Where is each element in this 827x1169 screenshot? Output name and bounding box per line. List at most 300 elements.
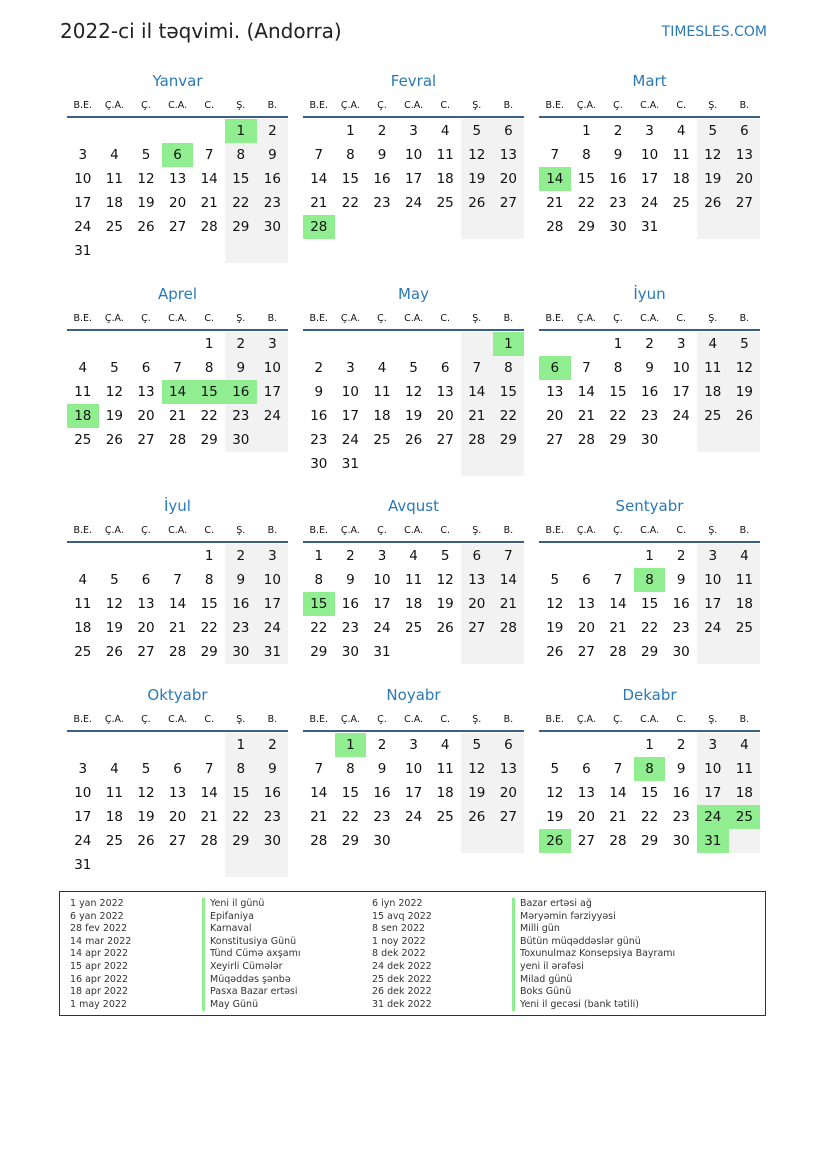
month-divider xyxy=(539,116,760,118)
day: 30 xyxy=(609,219,627,235)
site-link[interactable]: TIMESLES.COM xyxy=(661,24,767,40)
weekday-name: Ş. xyxy=(472,313,482,324)
day: 24 xyxy=(74,219,92,235)
day: 16 xyxy=(641,384,659,400)
day: 15 xyxy=(225,781,257,805)
weekday-name: Ç. xyxy=(613,313,623,324)
weekday-name: Ç.A. xyxy=(576,525,596,536)
day: 2 xyxy=(257,119,289,143)
day: 16 xyxy=(257,781,289,805)
day: 30 xyxy=(672,833,690,849)
day: 30 xyxy=(672,644,690,660)
weekday-name: B. xyxy=(739,714,750,725)
weekday-header xyxy=(303,311,524,327)
weekday-name: C.A. xyxy=(404,100,424,111)
weekday-name: Ç. xyxy=(613,525,623,536)
day: 29 xyxy=(200,644,218,660)
day: 15 xyxy=(641,785,659,801)
weekday-name: C. xyxy=(676,100,687,111)
day: 10 xyxy=(74,171,92,187)
day: 18 xyxy=(729,592,761,616)
day: 30 xyxy=(225,428,257,452)
day: 11 xyxy=(105,785,123,801)
weekend-cell xyxy=(697,640,729,664)
day: 1 xyxy=(645,737,654,753)
day: 11 xyxy=(405,572,423,588)
day: 5 xyxy=(440,548,450,564)
day: 7 xyxy=(461,356,493,380)
weekday-name: C. xyxy=(440,714,451,725)
day: 31 xyxy=(641,219,659,235)
day: 17 xyxy=(74,809,92,825)
day: 25 xyxy=(436,809,454,825)
day: 31 xyxy=(373,644,391,660)
day: 13 xyxy=(729,143,761,167)
day: 17 xyxy=(257,592,289,616)
weekend-cell xyxy=(729,640,761,664)
day: 24 xyxy=(697,616,729,640)
weekday-name: B.E. xyxy=(545,525,565,536)
legend-dates-left xyxy=(70,898,131,1011)
day: 16 xyxy=(373,785,391,801)
day: 25 xyxy=(105,219,123,235)
day: 13 xyxy=(493,757,525,781)
day: 29 xyxy=(641,644,659,660)
day: 27 xyxy=(729,191,761,215)
day: 10 xyxy=(74,785,92,801)
day: 20 xyxy=(169,195,187,211)
day: 29 xyxy=(577,219,595,235)
day: 14 xyxy=(493,568,525,592)
day: 17 xyxy=(672,384,690,400)
day: 2 xyxy=(613,123,623,139)
day: 13 xyxy=(577,785,595,801)
day: 28 xyxy=(200,833,218,849)
day: 12 xyxy=(697,143,729,167)
holiday-day: 15 xyxy=(193,380,225,404)
day: 28 xyxy=(310,833,328,849)
day: 4 xyxy=(440,737,450,753)
day: 25 xyxy=(729,616,761,640)
legend-date: 8 dek 2022 xyxy=(372,948,426,960)
weekday-name: Ç. xyxy=(377,100,387,111)
month-days xyxy=(67,119,288,263)
day: 31 xyxy=(74,857,92,873)
day: 28 xyxy=(493,616,525,640)
day: 17 xyxy=(74,195,92,211)
day: 18 xyxy=(105,809,123,825)
month-divider xyxy=(303,730,524,732)
day: 15 xyxy=(341,171,359,187)
weekend-cell xyxy=(493,640,525,664)
day: 11 xyxy=(729,757,761,781)
weekday-name: B. xyxy=(739,525,750,536)
day: 26 xyxy=(137,833,155,849)
weekend-cell xyxy=(461,640,493,664)
day: 21 xyxy=(609,809,627,825)
day: 13 xyxy=(577,596,595,612)
day: 7 xyxy=(173,572,182,588)
day: 7 xyxy=(314,147,324,163)
month-name: Oktyabr xyxy=(147,686,208,704)
day: 21 xyxy=(577,408,595,424)
weekday-name: B.E. xyxy=(309,313,329,324)
day: 30 xyxy=(257,829,289,853)
day: 2 xyxy=(676,548,686,564)
weekend-cell xyxy=(461,829,493,853)
day: 27 xyxy=(137,432,155,448)
month-name: Mart xyxy=(632,72,667,90)
weekend-cell xyxy=(461,452,493,476)
day: 6 xyxy=(582,572,591,588)
day: 12 xyxy=(105,596,123,612)
day: 29 xyxy=(341,833,359,849)
day: 21 xyxy=(461,404,493,428)
day: 20 xyxy=(577,809,595,825)
day: 28 xyxy=(609,833,627,849)
day: 14 xyxy=(609,596,627,612)
day: 10 xyxy=(641,147,659,163)
day: 15 xyxy=(609,384,627,400)
legend-names-left xyxy=(202,898,300,1011)
day: 24 xyxy=(641,195,659,211)
month-divider xyxy=(539,329,760,331)
weekday-name: B.E. xyxy=(73,714,93,725)
weekday-name: Ş. xyxy=(236,100,246,111)
legend-date: 6 yan 2022 xyxy=(70,910,124,922)
day: 11 xyxy=(436,761,454,777)
weekday-name: B.E. xyxy=(73,525,93,536)
day: 24 xyxy=(405,195,423,211)
day: 28 xyxy=(609,644,627,660)
day: 3 xyxy=(257,332,289,356)
weekday-header xyxy=(67,311,288,327)
day: 26 xyxy=(546,644,564,660)
day: 23 xyxy=(257,805,289,829)
weekday-name: C. xyxy=(676,525,687,536)
day: 28 xyxy=(169,644,187,660)
weekday-name: Ç. xyxy=(613,100,623,111)
day: 2 xyxy=(314,360,324,376)
day: 9 xyxy=(613,147,623,163)
day: 18 xyxy=(436,785,454,801)
day: 22 xyxy=(310,620,328,636)
day: 27 xyxy=(493,191,525,215)
holiday-day: 15 xyxy=(303,592,335,616)
day: 15 xyxy=(577,171,595,187)
weekday-name: C. xyxy=(440,100,451,111)
day: 5 xyxy=(697,119,729,143)
weekday-name: Ş. xyxy=(708,525,718,536)
legend-date: 31 dek 2022 xyxy=(372,998,432,1010)
day: 15 xyxy=(200,596,218,612)
day: 26 xyxy=(137,219,155,235)
day: 9 xyxy=(645,360,654,376)
legend-date: 24 dek 2022 xyxy=(372,960,432,972)
day: 25 xyxy=(74,644,92,660)
weekday-name: C.A. xyxy=(168,100,188,111)
day: 31 xyxy=(257,640,289,664)
day: 3 xyxy=(676,336,686,352)
day: 20 xyxy=(493,781,525,805)
weekday-name: C.A. xyxy=(640,525,660,536)
weekday-name: C.A. xyxy=(640,313,660,324)
month-divider xyxy=(303,116,524,118)
day: 20 xyxy=(436,408,454,424)
legend-name: Pasxa Bazar ertəsi xyxy=(202,986,300,999)
weekday-name: Ş. xyxy=(708,100,718,111)
day: 17 xyxy=(405,785,423,801)
day: 22 xyxy=(577,195,595,211)
day: 12 xyxy=(137,785,155,801)
weekday-name: Ç.A. xyxy=(576,313,596,324)
day: 25 xyxy=(436,195,454,211)
weekday-name: B.E. xyxy=(309,525,329,536)
day: 9 xyxy=(257,757,289,781)
day: 2 xyxy=(346,548,355,564)
day: 23 xyxy=(310,432,328,448)
day: 8 xyxy=(346,761,355,777)
day: 1 xyxy=(645,548,654,564)
day: 10 xyxy=(257,568,289,592)
weekday-name: C.A. xyxy=(168,525,188,536)
day: 27 xyxy=(577,833,595,849)
weekday-name: Ç.A. xyxy=(104,525,124,536)
day: 13 xyxy=(546,384,564,400)
day: 10 xyxy=(341,384,359,400)
day: 28 xyxy=(461,428,493,452)
legend-name: Məryəmin fərziyyəsi xyxy=(512,911,675,924)
month-days xyxy=(67,332,288,476)
day: 4 xyxy=(729,544,761,568)
day: 5 xyxy=(550,572,560,588)
day: 28 xyxy=(169,432,187,448)
day: 26 xyxy=(729,404,761,428)
holiday-legend xyxy=(59,891,766,1016)
month-divider xyxy=(67,541,288,543)
weekday-header xyxy=(303,523,524,539)
weekend-cell xyxy=(697,215,729,239)
legend-name: Bazar ertəsi ağ xyxy=(512,898,675,911)
legend-date: 14 apr 2022 xyxy=(70,948,129,960)
day: 4 xyxy=(676,123,686,139)
day: 19 xyxy=(105,620,123,636)
day: 14 xyxy=(310,785,328,801)
weekday-name: B. xyxy=(503,100,514,111)
legend-name: Milad günü xyxy=(512,974,675,987)
legend-names-right xyxy=(512,898,675,1011)
day: 13 xyxy=(493,143,525,167)
day: 28 xyxy=(546,219,564,235)
weekday-name: C.A. xyxy=(640,100,660,111)
day: 31 xyxy=(341,456,359,472)
day: 19 xyxy=(105,408,123,424)
day: 26 xyxy=(436,620,454,636)
day: 24 xyxy=(341,432,359,448)
day: 1 xyxy=(613,336,623,352)
day: 17 xyxy=(405,171,423,187)
day: 30 xyxy=(341,644,359,660)
day: 29 xyxy=(609,432,627,448)
day: 5 xyxy=(110,572,119,588)
day: 8 xyxy=(204,360,214,376)
day: 4 xyxy=(440,123,450,139)
day: 21 xyxy=(546,195,564,211)
day: 11 xyxy=(672,147,690,163)
day: 27 xyxy=(137,644,155,660)
legend-dates-right xyxy=(372,898,432,1011)
day: 5 xyxy=(461,119,493,143)
day: 21 xyxy=(310,195,328,211)
day: 22 xyxy=(493,404,525,428)
day: 14 xyxy=(169,596,187,612)
weekday-name: Ç.A. xyxy=(104,100,124,111)
day: 7 xyxy=(173,360,182,376)
page-title: 2022-ci il təqvimi. (Andorra) xyxy=(60,19,342,43)
legend-name: Bütün müqəddəslər günü xyxy=(512,936,675,949)
day: 8 xyxy=(314,572,324,588)
weekday-name: C. xyxy=(676,313,687,324)
day: 16 xyxy=(373,171,391,187)
month-name: Yanvar xyxy=(152,72,203,90)
weekday-header xyxy=(67,523,288,539)
holiday-day: 14 xyxy=(539,167,571,191)
day: 2 xyxy=(225,544,257,568)
month-days xyxy=(67,733,288,877)
day: 19 xyxy=(436,596,454,612)
day: 9 xyxy=(314,384,324,400)
day: 8 xyxy=(225,757,257,781)
day: 8 xyxy=(613,360,623,376)
day: 18 xyxy=(74,620,92,636)
day: 22 xyxy=(200,620,218,636)
day: 6 xyxy=(440,360,450,376)
day: 9 xyxy=(676,761,686,777)
day: 10 xyxy=(257,356,289,380)
day: 2 xyxy=(257,733,289,757)
day: 6 xyxy=(141,572,151,588)
day: 18 xyxy=(697,380,729,404)
day: 9 xyxy=(676,572,686,588)
day: 16 xyxy=(310,408,328,424)
day: 7 xyxy=(314,761,324,777)
day: 4 xyxy=(377,360,387,376)
day: 11 xyxy=(74,384,92,400)
day: 5 xyxy=(141,761,151,777)
weekday-name: Ç. xyxy=(377,313,387,324)
day: 8 xyxy=(204,572,214,588)
weekday-name: B.E. xyxy=(545,714,565,725)
weekday-header xyxy=(67,712,288,728)
weekend-cell xyxy=(461,215,493,239)
legend-name: Karnaval xyxy=(202,923,300,936)
day: 1 xyxy=(204,336,214,352)
day: 1 xyxy=(204,548,214,564)
weekday-name: B. xyxy=(503,525,514,536)
holiday-day: 6 xyxy=(162,143,194,167)
weekend-cell xyxy=(257,853,289,877)
day: 10 xyxy=(373,572,391,588)
day: 6 xyxy=(729,119,761,143)
day: 10 xyxy=(405,147,423,163)
weekday-name: Ç. xyxy=(141,100,151,111)
day: 5 xyxy=(729,332,761,356)
month-days xyxy=(303,733,524,877)
day: 17 xyxy=(341,408,359,424)
day: 3 xyxy=(257,544,289,568)
day: 22 xyxy=(225,191,257,215)
weekday-name: Ş. xyxy=(472,714,482,725)
month-name: Fevral xyxy=(390,72,437,90)
weekend-cell xyxy=(493,829,525,853)
day: 23 xyxy=(672,620,690,636)
month-name: İyun xyxy=(633,285,666,303)
weekday-name: C.A. xyxy=(404,714,424,725)
day: 1 xyxy=(582,123,591,139)
day: 30 xyxy=(310,456,328,472)
day: 26 xyxy=(461,805,493,829)
day: 8 xyxy=(346,147,355,163)
day: 23 xyxy=(341,620,359,636)
weekday-name: C. xyxy=(204,313,215,324)
month-days xyxy=(539,733,760,877)
day: 12 xyxy=(546,596,564,612)
day: 19 xyxy=(405,408,423,424)
month-name: Sentyabr xyxy=(615,497,684,515)
day: 25 xyxy=(672,195,690,211)
day: 25 xyxy=(105,833,123,849)
day: 19 xyxy=(137,809,155,825)
day: 14 xyxy=(609,785,627,801)
day: 22 xyxy=(641,620,659,636)
weekday-name: B. xyxy=(267,714,278,725)
day: 19 xyxy=(137,195,155,211)
weekday-name: B. xyxy=(739,313,750,324)
day: 12 xyxy=(461,757,493,781)
month-name: Aprel xyxy=(157,285,198,303)
weekday-header xyxy=(303,98,524,114)
day: 29 xyxy=(225,215,257,239)
day: 11 xyxy=(436,147,454,163)
day: 12 xyxy=(436,572,454,588)
legend-name: Boks Günü xyxy=(512,986,675,999)
day: 10 xyxy=(672,360,690,376)
weekday-name: B.E. xyxy=(545,100,565,111)
weekday-name: C. xyxy=(204,525,215,536)
day: 26 xyxy=(697,191,729,215)
holiday-day: 1 xyxy=(493,332,525,356)
day: 5 xyxy=(141,147,151,163)
day: 24 xyxy=(257,616,289,640)
holiday-day: 25 xyxy=(729,805,761,829)
holiday-day: 31 xyxy=(697,829,729,853)
day: 10 xyxy=(405,761,423,777)
weekday-name: Ş. xyxy=(472,100,482,111)
day: 10 xyxy=(697,757,729,781)
day: 6 xyxy=(173,761,182,777)
month-name: Avqust xyxy=(388,497,439,515)
day: 3 xyxy=(78,761,88,777)
day: 19 xyxy=(546,809,564,825)
month-divider xyxy=(303,541,524,543)
day: 27 xyxy=(461,616,493,640)
legend-name: Konstitusiya Günü xyxy=(202,936,300,949)
weekend-cell xyxy=(461,332,493,356)
day: 3 xyxy=(645,123,654,139)
day: 12 xyxy=(461,143,493,167)
month-name: Dekabr xyxy=(622,686,677,704)
day: 11 xyxy=(729,568,761,592)
